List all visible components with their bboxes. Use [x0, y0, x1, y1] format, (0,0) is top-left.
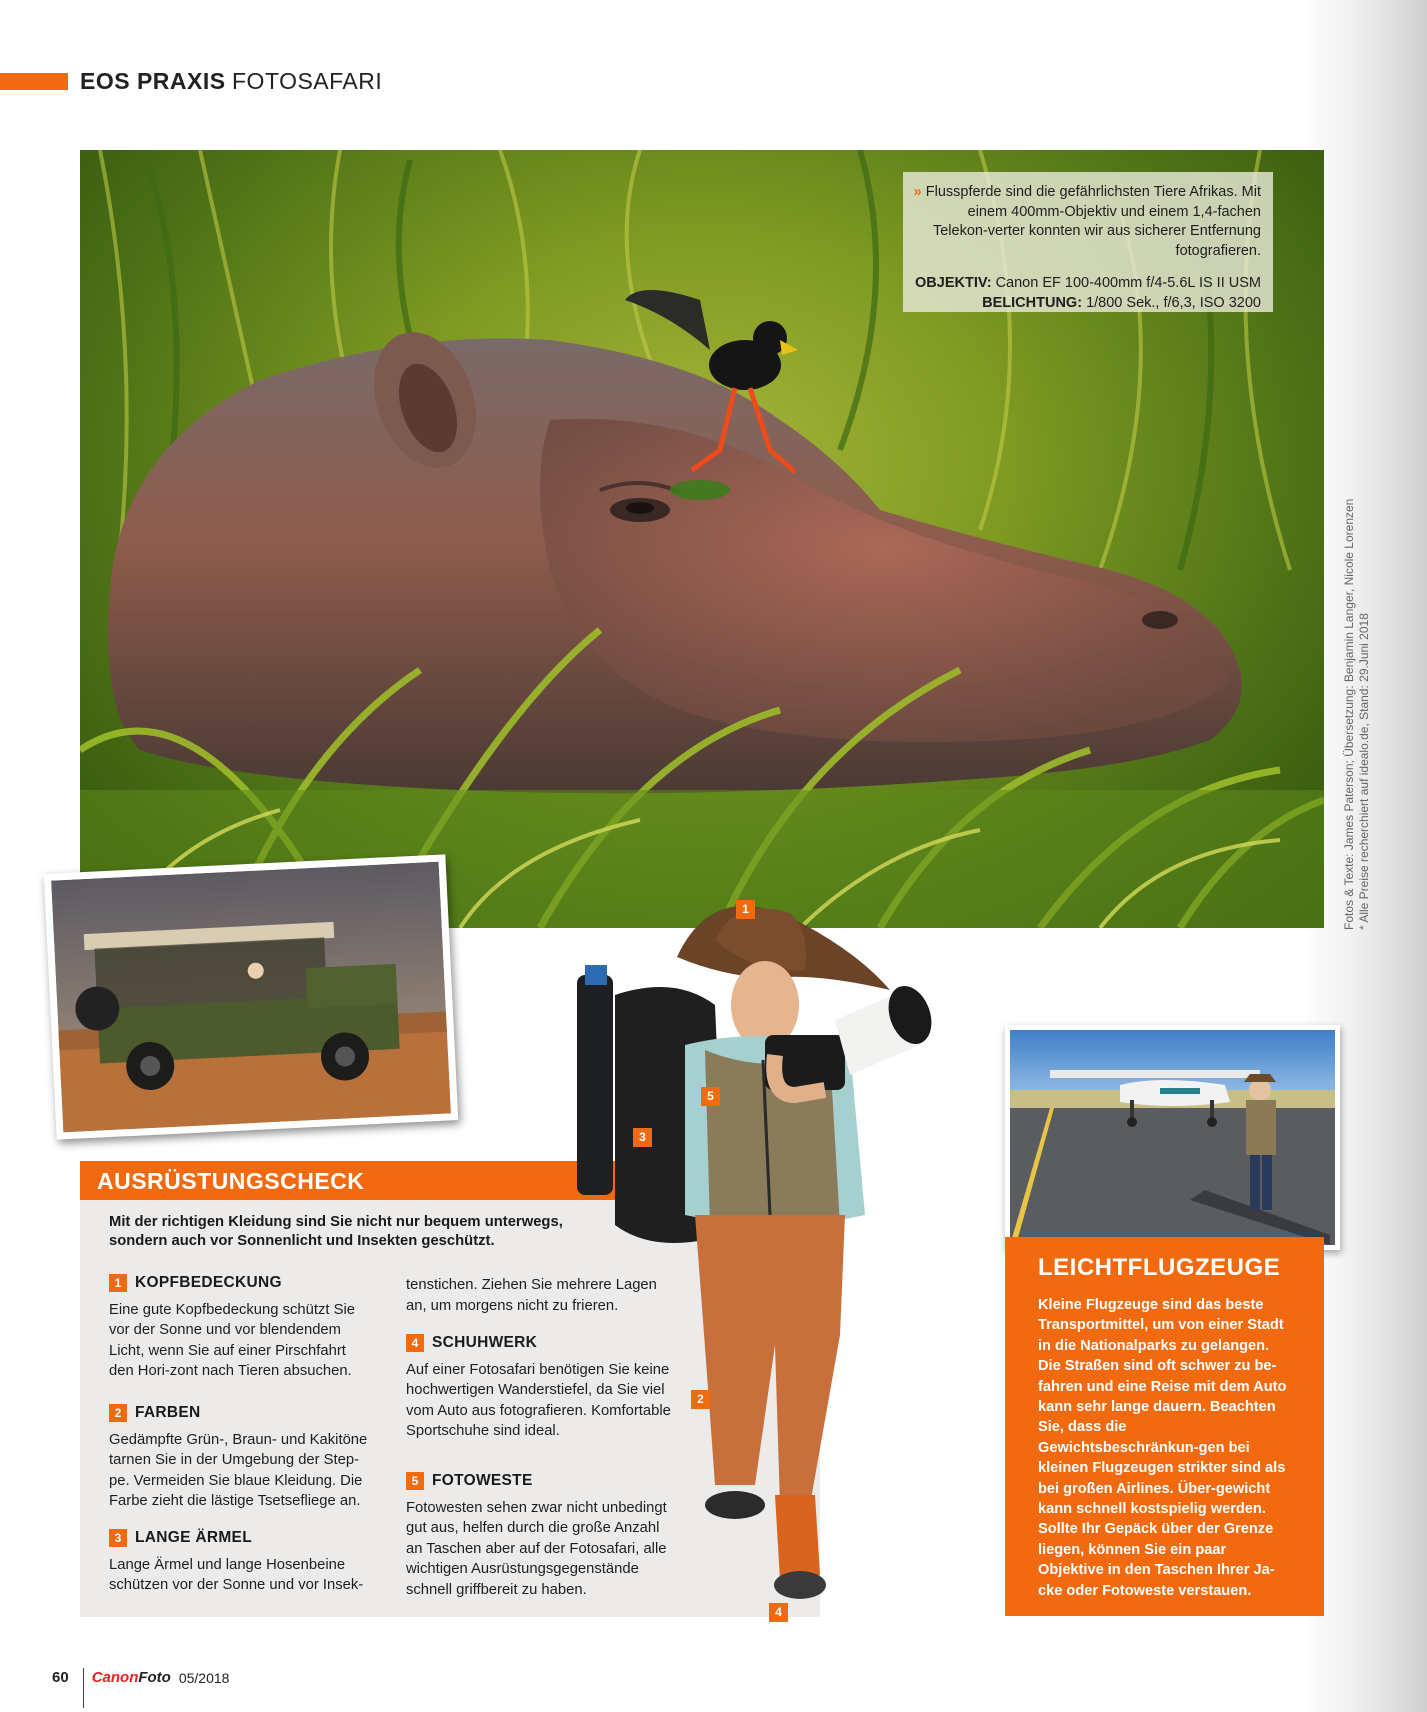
item-title: FARBEN	[135, 1404, 201, 1421]
item-title: FOTOWESTE	[432, 1472, 533, 1489]
light-aircraft-text: Kleine Flugzeuge sind das beste Transportmittel, um von einer Stadt in die Nationalparks zu gelangen. Die Straßen sind oft schwer zu be-fahren und eine Reise mit dem Auto kann sehr lange dauern. Beachten Sie, dass die Gewichtsbeschränkun-gen bei kleinen Flugzeugen strikter sind als bei großen Airlines. Über-gewicht kann schnell kostspielig werden. Sollte Ihr Gepäck über der Grenze liegen, können Sie ein paar Objektive in den Taschen Ihrer Ja-cke oder Fotoweste verstauen.	[1038, 1297, 1287, 1599]
caption-arrow-icon: »	[913, 184, 922, 200]
section-name: EOS PRAXIS	[80, 68, 226, 94]
logo-canon: Canon	[91, 1669, 139, 1686]
photographer-figure	[565, 885, 1005, 1655]
figure-tag-3: 3	[633, 1128, 652, 1147]
item-number: 5	[406, 1472, 424, 1490]
item-number: 2	[109, 1404, 127, 1422]
header-accent-bar	[0, 73, 68, 90]
logo-foto: Foto	[138, 1669, 171, 1686]
item-text: Auf einer Fotosafari benötigen Sie keine hochwertigen Wanderstiefel, da Sie viel vom Auto aus fotografieren. Komfortable Sportschuhe sind ideal.	[406, 1361, 671, 1439]
figure-tag-5: 5	[701, 1087, 720, 1106]
item-number: 3	[109, 1529, 127, 1547]
photo-caption	[903, 172, 1273, 312]
airplane-photo	[1005, 1025, 1340, 1250]
magazine-logo	[92, 1669, 171, 1687]
light-aircraft-title: LEICHTFLUGZEUGE	[1038, 1254, 1281, 1281]
item-title: LANGE ÄRMEL	[135, 1529, 252, 1546]
item-text: Gedämpfte Grün-, Braun- und Kakitöne tarnen Sie in der Umgebung der Step-pe. Vermeiden Sie blaue Kleidung. Die Farbe zieht die lästige Tsetsefliege an.	[109, 1431, 368, 1509]
page-footer	[52, 1658, 229, 1698]
check-item-long-sleeves	[109, 1528, 374, 1596]
safari-jeep-photo	[44, 854, 459, 1139]
lens-value: Canon EF 100-400mm f/4-5.6L IS II USM	[995, 275, 1261, 291]
item-title: KOPFBEDECKUNG	[135, 1274, 282, 1291]
figure-tag-1: 1	[736, 900, 755, 919]
item-title: SCHUHWERK	[432, 1334, 538, 1351]
item-number: 4	[406, 1334, 424, 1352]
section-topic: FOTOSAFARI	[232, 68, 383, 94]
item-text-continued: tenstichen. Ziehen Sie mehrere Lagen an, um morgens nicht zu frieren.	[406, 1277, 657, 1314]
figure-tag-2: 2	[691, 1390, 710, 1409]
equipment-check-intro: Mit der richtigen Kleidung sind Sie nicht nur bequem unterwegs, sondern auch vor Sonnenlicht und Insekten geschützt.	[109, 1214, 563, 1249]
main-hippo-photo	[80, 150, 1324, 928]
equipment-check-title: AUSRÜSTUNGSCHECK	[97, 1168, 365, 1194]
light-aircraft-box	[1005, 1237, 1324, 1616]
figure-tag-4: 4	[769, 1603, 788, 1622]
footer-divider	[83, 1668, 84, 1708]
credits-line-2: * Alle Preise recherchiert auf idealo.de, Stand: 29.Juni 2018	[1357, 613, 1371, 930]
page-number: 60	[52, 1669, 69, 1686]
item-text: Eine gute Kopfbedeckung schützt Sie vor der Sonne und vor blendendem Licht, wenn Sie auf einer Pirschfahrt den Hori-zont nach Tieren absuchen.	[109, 1301, 355, 1379]
issue-number: 05/2018	[178, 1670, 230, 1686]
section-header	[80, 68, 382, 94]
lens-label: OBJEKTIV:	[915, 275, 992, 291]
photo-credits	[1342, 499, 1372, 930]
item-text: Lange Ärmel und lange Hosenbeine schützen vor der Sonne und vor Insek-	[109, 1556, 364, 1593]
exposure-label: BELICHTUNG:	[982, 294, 1083, 311]
check-item-headwear	[109, 1273, 374, 1382]
check-item-colors	[109, 1403, 377, 1512]
item-text: Fotowesten sehen zwar nicht unbedingt gut aus, helfen durch die große Anzahl an Taschen aber auf der Fotosafari, alle wichtigen Ausrüstungsgegenstände schnell griffbereit zu haben.	[406, 1499, 667, 1598]
credits-line-1: Fotos & Texte: James Paterson; Übersetzung: Benjamin Langer, Nicole Lorenzen	[1342, 498, 1356, 930]
caption-text: Flusspferde sind die gefährlichsten Tiere Afrikas. Mit einem 400mm-Objektiv und einem 1,4-fachen Telekon-verter konnten wir aus sicherer Entfernung fotografieren.	[925, 184, 1261, 259]
exposure-value: 1/800 Sek., f/6,3, ISO 3200	[1086, 294, 1261, 311]
item-number: 1	[109, 1274, 127, 1292]
